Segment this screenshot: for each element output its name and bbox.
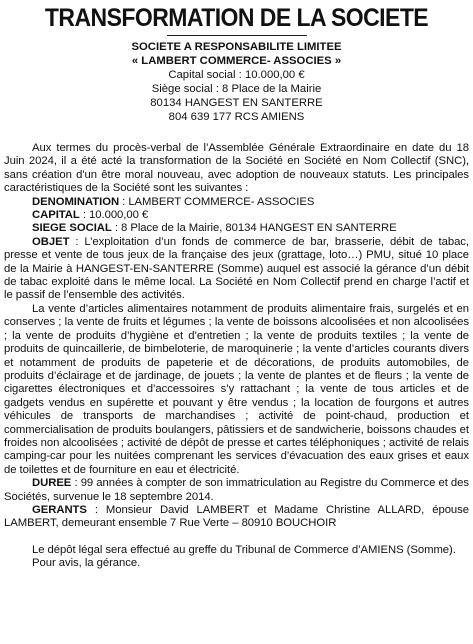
siege-value: : 8 Place de la Mairie, 80134 HANGEST EN SANTERRE	[111, 222, 397, 235]
capital-line	[4, 209, 469, 222]
capital-label: CAPITAL	[32, 209, 80, 222]
intro-paragraph: Aux termes du procès-verbal de l’Assemblée Générale Extraordinaire en date du 18 Juin 2024, il a été acté la transformation de la Société en Société en Nom Collectif (SNC), sans création d'un être moral nouveau, avec adoption de nouveaux statuts. Les principales caractéristiques de la Société sont les suivantes :	[4, 142, 469, 195]
company-city: 80134 HANGEST EN SANTERRE	[150, 97, 323, 109]
company-type: SOCIETE A RESPONSABILITE LIMITEE	[131, 41, 342, 53]
duree-paragraph	[4, 477, 469, 504]
gerants-value: : Monsieur David LAMBERT et Madame Christine ALLARD, épouse LAMBERT, demeurant ensemble 7 Rue Verte – 80910 BOUCHOIR	[4, 503, 469, 530]
depot-paragraph: Le dépôt légal sera effectué au greffe du Tribunal de Commerce d’AMIENS (Somme).	[32, 543, 456, 556]
objet-value: : L’exploitation d’un fonds de commerce de bar, brasserie, débit de tabac, presse et vente de tous jeux de la française des jeux (grattage, loto…) PMU, situé 10 place de la Mairie à HANGEST-EN-SANTERRE (Somme) auquel est associé la gérance d’un débit de tabac exploité dans le même local. La Société en Nom Collectif prend en charge l’actif et le passif de l’ensemble des activités.	[4, 235, 469, 302]
capital-value: : 10.000,00 €	[79, 209, 149, 222]
title-divider	[167, 35, 307, 36]
company-rcs: 804 639 177 RCS AMIENS	[168, 111, 305, 123]
denomination-label: DENOMINATION	[32, 195, 120, 208]
duree-label: DUREE	[32, 477, 72, 490]
notice-body	[4, 142, 469, 571]
company-siege: Siège social : 8 Place de la Mairie	[151, 83, 322, 95]
company-header	[4, 40, 469, 124]
company-capital: Capital social : 10.000,00 €	[168, 69, 305, 81]
duree-value: : 99 années à compter de son immatriculation au Registre du Commerce et des Sociétés, survenue le 18 septembre 2014.	[4, 477, 469, 503]
notice-title: TRANSFORMATION DE LA SOCIETE	[44, 4, 429, 32]
gerants-label: GERANTS	[32, 503, 87, 516]
denomination-line	[4, 196, 469, 209]
objet-label: OBJET	[32, 235, 70, 248]
siege-line	[4, 222, 469, 235]
avis-line: Pour avis, la gérance.	[32, 557, 141, 570]
siege-label: SIEGE SOCIAL	[32, 222, 112, 235]
company-name: « LAMBERT COMMERCE- ASSOCIES »	[131, 55, 342, 67]
vente-paragraph: La vente d’articles alimentaires notamment de produits alimentaire frais, surgelés et en conserves ; la vente de fruits et légumes ; la vente de boissons alcoolisées et non alcoolisées ; la vente de produits d’hygiène et d’entretien ; la vente de produits textiles ; la vente de produits de quincaillerie, de bimbeloterie, de maroquinerie ; la vente d’articles courants divers et notamment de produits de papeterie et de décorations, de produits automobiles, de produits d’éclairage et de jardinage, de jouets ; la vente de plantes et de fleurs ; la vente de cigarettes électroniques et d’accessoires s’y rattachant ; la vente de tous articles et de gadgets vendus en supérette et pouvant y être vendus ; la location de fourgons et autres véhicules de transports de marchandises ; activité de point-chaud, production et commercialisation de produits boulangers, pâtissiers et de sandwicherie, boissons chaudes et froides non alcoolisées ; activité de dépôt de presse et cartes téléphoniques ; activité de relais camping-car pour les nuitées comprenant les services d’évacuation des eaux grises et eaux de toilettes et de fourniture en eau et électricité.	[4, 302, 469, 476]
paragraph-spacer	[4, 531, 469, 544]
objet-paragraph	[4, 236, 469, 303]
gerants-paragraph	[4, 504, 469, 531]
denomination-value: : LAMBERT COMMERCE- ASSOCIES	[119, 195, 315, 208]
